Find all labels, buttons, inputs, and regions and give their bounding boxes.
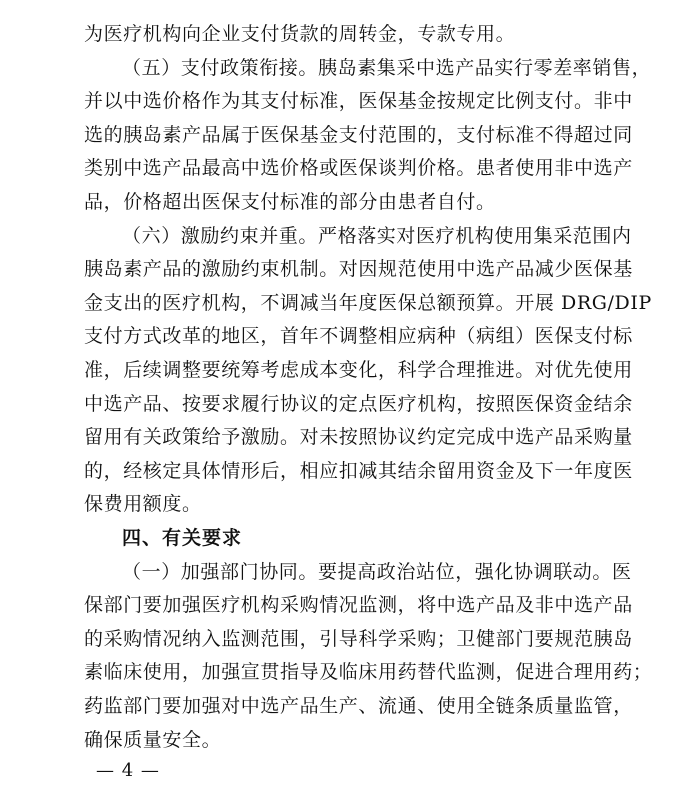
paragraph-line: 保部门要加强医疗机构采购情况监测，将中选产品及非中选产品 bbox=[84, 594, 633, 617]
section-heading: 四、有关要求 bbox=[122, 527, 243, 549]
paragraph-line: 中选产品、按要求履行协议的定点医疗机构，按照医保资金结余 bbox=[84, 392, 633, 415]
paragraph-line: （五）支付政策衔接。胰岛素集采中选产品实行零差率销售， bbox=[122, 56, 652, 79]
paragraph-line: 保费用额度。 bbox=[84, 493, 202, 516]
paragraph-line: 胰岛素产品的激励约束机制。对因规范使用中选产品减少医保基 bbox=[84, 258, 633, 281]
paragraph-line: 药监部门要加强对中选产品生产、流通、使用全链条质量监管， bbox=[84, 695, 633, 717]
paragraph-line: 金支出的医疗机构，不调减当年度医保总额预算。开展 DRG/DIP bbox=[84, 291, 652, 314]
paragraph-line: 的，经核定具体情形后，相应扣减其结余留用资金及下一年度医 bbox=[84, 459, 633, 482]
paragraph-line: 的采购情况纳入监测范围，引导科学采购；卫健部门要规范胰岛 bbox=[84, 627, 633, 650]
paragraph-line: 确保质量安全。 bbox=[84, 728, 222, 751]
paragraph-line: 品，价格超出医保支付标准的部分由患者自付。 bbox=[84, 191, 496, 213]
paragraph-line: 选的胰岛素产品属于医保基金支付范围的，支付标准不得超过同 bbox=[84, 123, 633, 146]
paragraph-line: （一）加强部门协同。要提高政治站位，强化协调联动。医 bbox=[122, 560, 632, 583]
page-number: — 4 — bbox=[96, 760, 160, 781]
paragraph-line: 素临床使用，加强宣贯指导及临床用药替代监测，促进合理用药； bbox=[84, 661, 653, 684]
paragraph-line: 支付方式改革的地区，首年不调整相应病种（病组）医保支付标 bbox=[84, 325, 633, 348]
paragraph-line: 为医疗机构向企业支付货款的周转金，专款专用。 bbox=[84, 23, 516, 45]
paragraph-line: 类别中选产品最高中选价格或医保谈判价格。患者使用非中选产 bbox=[84, 157, 633, 180]
paragraph-line: 留用有关政策给予激励。对未按照协议约定完成中选产品采购量 bbox=[84, 426, 633, 449]
paragraph-line: （六）激励约束并重。严格落实对医疗机构使用集采范围内 bbox=[122, 224, 632, 247]
paragraph-line: 准，后续调整要统筹考虑成本变化，科学合理推进。对优先使用 bbox=[84, 359, 633, 381]
paragraph-line: 并以中选价格作为其支付标准，医保基金按规定比例支付。非中 bbox=[84, 90, 633, 113]
